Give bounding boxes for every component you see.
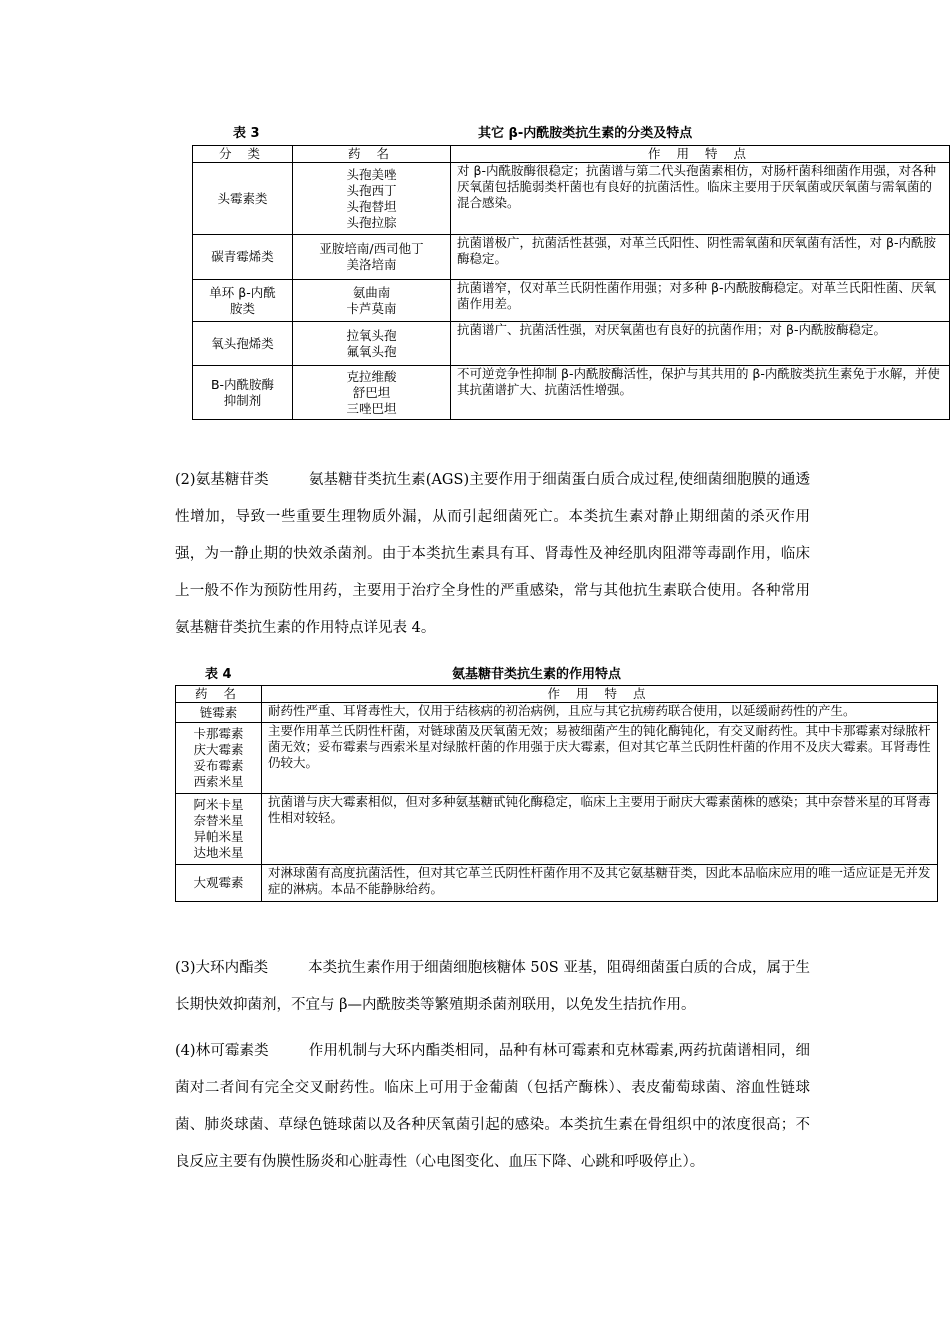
- table4-drugs: [176, 865, 262, 902]
- table4-description: 抗菌谱与庆大霉素相似，但对多种氨基糖甙钝化酶稳定，临床上主要用于耐庆大霉素菌株的感染；其中奈替米星的耳肾毒性相对较轻。: [262, 794, 938, 865]
- drug-name: 亚胺培南/西司他丁: [319, 241, 424, 256]
- table3-category: 头霉素类: [193, 163, 293, 235]
- drug-name: 链霉素: [199, 704, 238, 720]
- drug-name: 头孢替坦: [346, 198, 397, 214]
- table3-header-drug: 药 名: [293, 146, 451, 163]
- table3-label: 表 3: [233, 126, 260, 141]
- paragraph-macrolides: [145, 950, 810, 1024]
- drug-name: 卡芦莫南: [346, 300, 397, 316]
- table4: [175, 685, 938, 902]
- table3-header-category: 分 类: [193, 146, 293, 163]
- paragraph-lincomycins: [145, 1033, 810, 1181]
- paragraph-text: 作用机制与大环内酯类相同，品种有林可霉素和克林霉素,两药抗菌谱相同，细菌对二者间有完全交叉耐药性。临床上可用于金葡菌（包括产酶株）、表皮葡萄球菌、溶血性链球菌、肺炎球菌、草绿色链球菌以及各种厌氧菌引起的感染。本类抗生素在骨组织中的浓度很高；不良反应主要有伪膜性肠炎和心脏毒性（心电图变化、血压下降、心跳和呼吸停止）。: [175, 1043, 811, 1170]
- drug-name: 西索米星: [193, 774, 244, 789]
- table4-header-row: [176, 686, 938, 703]
- table3-category: [193, 366, 293, 420]
- table-row: [193, 280, 950, 322]
- table4-description: 对淋球菌有高度抗菌活性，但对其它革兰氏阴性杆菌作用不及其它氨基糖苷类，因此本品临床应用的唯一适应证是无并发症的淋病。本品不能静脉给药。: [262, 865, 938, 902]
- drug-name: 克拉维酸: [346, 368, 397, 384]
- table4-description: 耐药性严重、耳肾毒性大，仅用于结核病的初治病例，且应与其它抗痨药联合使用，以延缓耐药性的产生。: [262, 703, 938, 723]
- table3-category: 碳青霉烯类: [193, 235, 293, 280]
- section-heading: (2)氨基糖苷类: [175, 472, 269, 488]
- table3-description: 对 β-内酰胺酶很稳定；抗菌谱与第二代头孢菌素相仿，对肠杆菌科细菌作用强，对各种厌氧菌包括脆弱类杆菌也有良好的抗菌活性。临床主要用于厌氧菌或厌氧菌与需氧菌的混合感染。: [451, 163, 950, 235]
- section-heading: (3)大环内酯类: [175, 960, 269, 976]
- table4-drugs: [176, 703, 262, 723]
- table-row: [193, 322, 950, 366]
- table4-drugs: [176, 723, 262, 794]
- table4-header-feature: 作 用 特 点: [262, 686, 938, 703]
- table3-drugs: [293, 280, 451, 322]
- table-row: [176, 703, 938, 723]
- table4-label: 表 4: [205, 667, 232, 682]
- drug-name: 庆大霉素: [193, 742, 244, 757]
- table-row: [193, 235, 950, 280]
- table-row: [176, 865, 938, 902]
- category-line: 单环 β-内酰: [209, 284, 276, 300]
- table3: [192, 145, 950, 420]
- drug-name: 达地米星: [193, 845, 244, 860]
- paragraph-text: 氨基糖苷类抗生素(AGS)主要作用于细菌蛋白质合成过程,使细菌细胞膜的通透性增加，导致一些重要生理物质外漏，从而引起细菌死亡。本类抗生素对静止期细菌的杀灭作用强，为一静止期的快效杀菌剂。由于本类抗生素具有耳、肾毒性及神经肌肉阻滞等毒副作用，临床上一般不作为预防性用药，主要用于治疗全身性的严重感染，常与其他抗生素联合使用。各种常用氨基糖苷类抗生素的作用特点详见表 4。: [175, 472, 810, 636]
- table-row: [176, 794, 938, 865]
- table3-description: 抗菌谱广、抗菌活性强，对厌氧菌也有良好的抗菌作用；对 β-内酰胺酶稳定。: [451, 322, 950, 366]
- section-heading: (4)林可霉素类: [175, 1043, 269, 1059]
- drug-name: 头孢美唑: [346, 166, 397, 182]
- category-line: 抑制剂: [223, 392, 262, 408]
- table-row: [193, 366, 950, 420]
- drug-name: 妥布霉素: [193, 758, 244, 773]
- table4-header-drug: 药 名: [176, 686, 262, 703]
- table3-description: 抗菌谱窄，仅对革兰氏阴性菌作用强；对多种 β-内酰胺酶稳定。对革兰氏阳性菌、厌氧菌作用差。: [451, 280, 950, 322]
- drug-name: 阿米卡星: [193, 797, 244, 812]
- table3-header-feature: 作 用 特 点: [451, 146, 950, 163]
- drug-name: 氟氧头孢: [346, 343, 397, 359]
- drug-name: 大观霉素: [193, 875, 244, 890]
- paragraph-text: 本类抗生素作用于细菌细胞核糖体 50S 亚基，阻碍细菌蛋白质的合成，属于生长期快效抑菌剂，不宜与 β—内酰胺类等繁殖期杀菌剂联用，以免发生拮抗作用。: [175, 960, 810, 1013]
- table3-drugs: [293, 163, 451, 235]
- category-line: 胺类: [229, 300, 255, 316]
- drug-name: 三唑巴坦: [346, 400, 397, 416]
- table3-description: 不可逆竞争性抑制 β-内酰胺酶活性，保护与其共用的 β-内酰胺类抗生素免于水解，并使其抗菌谱扩大、抗菌活性增强。: [451, 366, 950, 420]
- category-line: Β-内酰胺酶: [210, 376, 275, 392]
- table4-drugs: [176, 794, 262, 865]
- table3-drugs: [293, 366, 451, 420]
- drug-name: 美洛培南: [346, 257, 397, 272]
- table-row: [176, 723, 938, 794]
- drug-name: 头孢拉腙: [346, 214, 397, 230]
- table3-category: 氧头孢烯类: [193, 322, 293, 366]
- drug-name: 卡那霉素: [193, 726, 244, 741]
- drug-name: 舒巴坦: [352, 384, 391, 400]
- table4-description: 主要作用革兰氏阴性杆菌，对链球菌及厌氧菌无效；易被细菌产生的钝化酶钝化，有交叉耐药性。其中卡那霉素对绿脓杆菌无效；妥布霉素与西索米星对绿脓杆菌的作用强于庆大霉素，但对其它革兰氏阴性杆菌的作用不及庆大霉素。耳肾毒性仍较大。: [262, 723, 938, 794]
- drug-name: 头孢西丁: [346, 182, 397, 198]
- paragraph-aminoglycosides: [145, 462, 810, 647]
- table-row: [193, 163, 950, 235]
- table3-description: 抗菌谱极广，抗菌活性甚强，对革兰氏阳性、阴性需氧菌和厌氧菌有活性，对 β-内酰胺酶稳定。: [451, 235, 950, 280]
- drug-name: 奈替米星: [193, 813, 244, 828]
- table4-title: 氨基糖苷类抗生素的作用特点: [452, 667, 622, 682]
- table3-drugs: [293, 235, 451, 280]
- table3-drugs: [293, 322, 451, 366]
- drug-name: 拉氧头孢: [346, 327, 397, 343]
- drug-name: 异帕米星: [193, 829, 244, 844]
- drug-name: 氨曲南: [352, 284, 391, 300]
- table3-title: 其它 β-内酰胺类抗生素的分类及特点: [478, 126, 693, 141]
- table3-header-row: [193, 146, 950, 163]
- table3-category: [193, 280, 293, 322]
